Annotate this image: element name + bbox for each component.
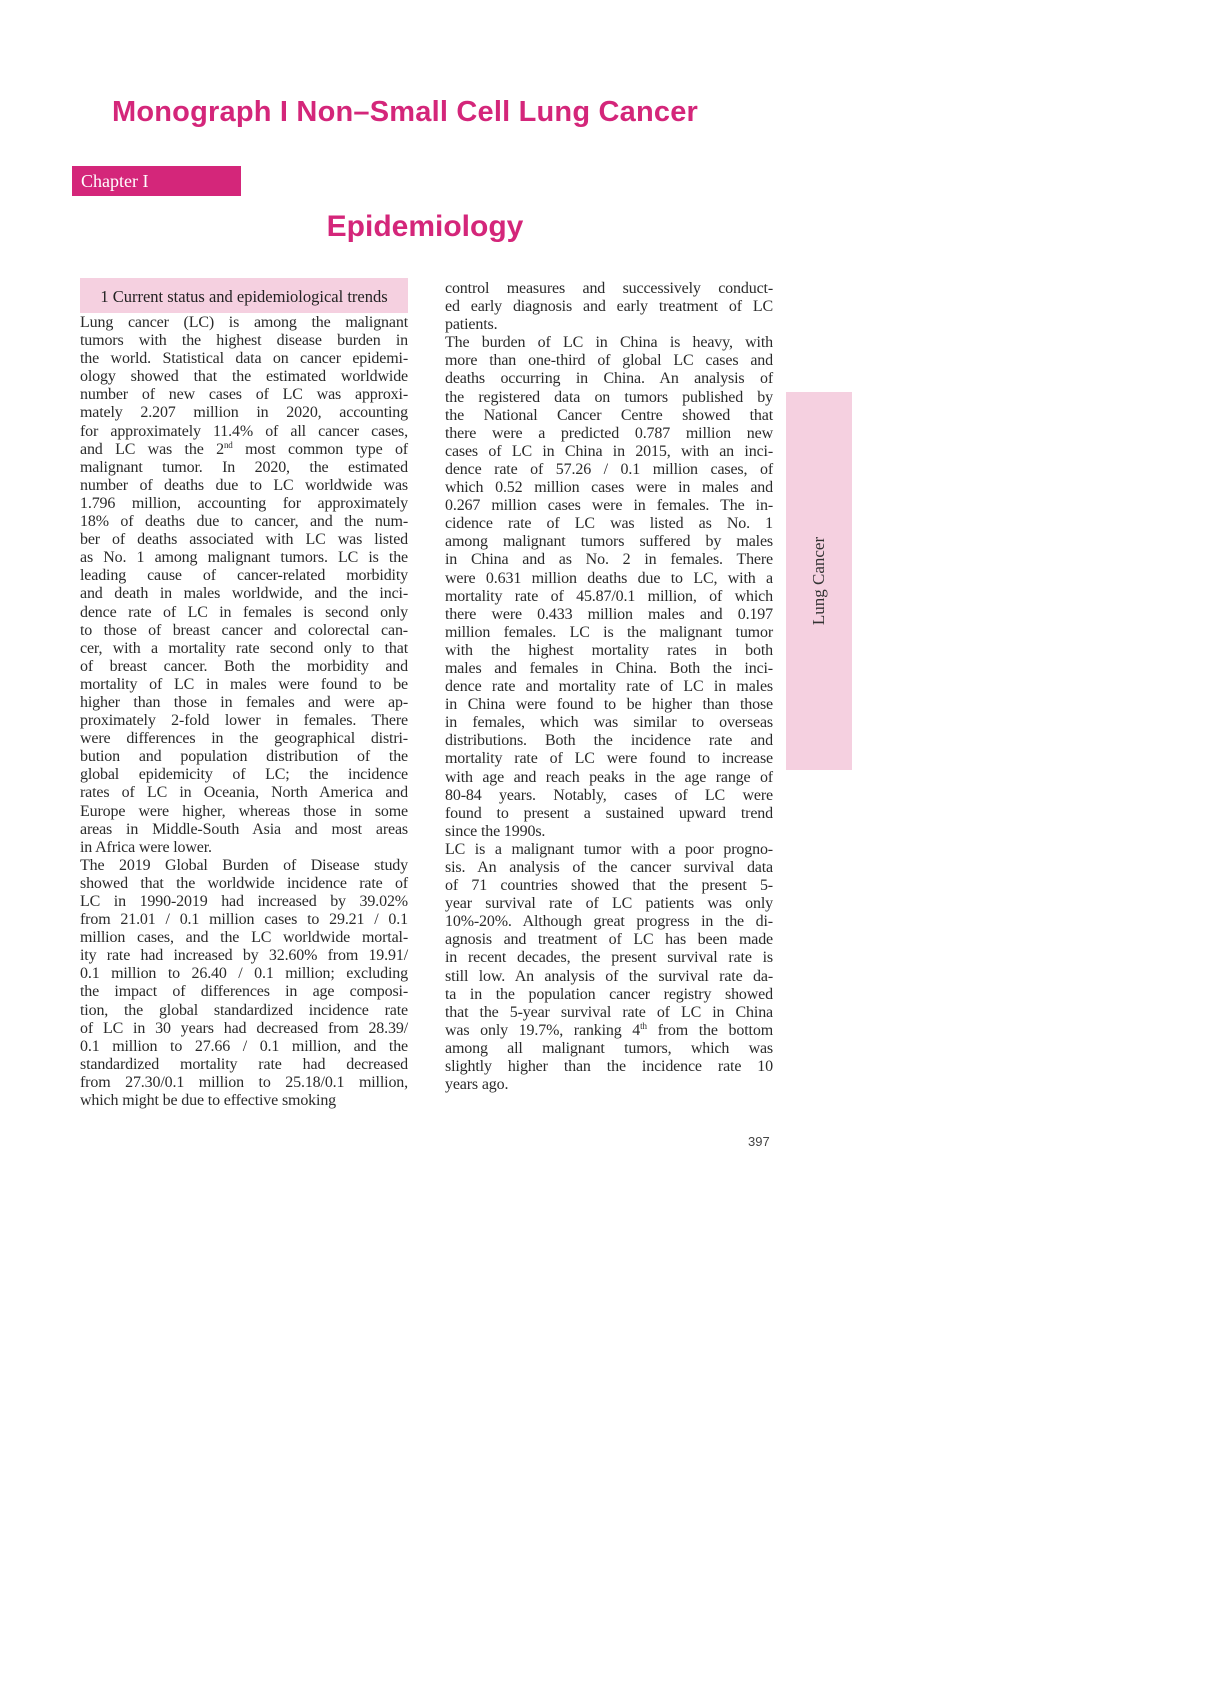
superscript: nd [223, 439, 233, 450]
text-line: cidence rate of LC was listed as No. 1 [445, 515, 773, 533]
text-line: agnosis and treatment of LC has been made [445, 931, 773, 949]
section-title: Epidemiology [326, 210, 524, 243]
text-line: The burden of LC in China is heavy, with [445, 334, 773, 352]
text-line: leading cause of cancer-related morbidity [80, 567, 408, 585]
text-line: number of new cases of LC was approxi- [80, 386, 408, 404]
text-line: areas in Middle-South Asia and most areas [80, 820, 408, 838]
text-line: mortality rate of LC were found to increase [445, 750, 773, 768]
text-line: males and females in China. Both the inci- [445, 659, 773, 677]
chapter-label: Chapter I [72, 166, 241, 196]
text-line: standardized mortality rate had decreased [80, 1055, 408, 1073]
text-line: with age and reach peaks in the age range of [445, 768, 773, 786]
text-line: LC is a malignant tumor with a poor progno- [445, 840, 773, 858]
text-line: which might be due to effective smoking [80, 1092, 337, 1110]
text-line: higher than those in females and were ap- [80, 693, 408, 711]
text-line: Lung cancer (LC) is among the malignant [80, 314, 408, 331]
text-line: to those of breast cancer and colorectal can- [80, 621, 408, 639]
text-line: LC in 1990-2019 had increased by 39.02% [80, 893, 408, 910]
text-line: dence rate and mortality rate of LC in males [445, 678, 773, 696]
text-line: which 0.52 million cases were in males and [445, 479, 773, 497]
paragraph [80, 314, 408, 857]
text-line: dence rate of 57.26 / 0.1 million cases, of [445, 460, 773, 478]
text-line: dence rate of LC in females is second only [80, 603, 408, 621]
text-line: cases of LC in China in 2015, with an inci- [445, 442, 773, 460]
text-line: deaths occurring in China. An analysis of [445, 370, 773, 388]
text-line: the National Cancer Centre showed that [445, 406, 773, 424]
text-line: tumors with the highest disease burden in [80, 332, 408, 350]
text-line: were 0.631 million deaths due to LC, with a [445, 569, 773, 587]
text-line: ology showed that the estimated worldwide [80, 368, 408, 386]
text-line: ta in the population cancer registry showed [445, 985, 773, 1003]
text-line: ber of deaths associated with LC was listed [80, 531, 408, 549]
text-line: the impact of differences in age composi- [80, 983, 408, 1001]
text-line: mortality of LC in males were found to be [80, 675, 408, 693]
text-line: patients. [445, 316, 498, 334]
paragraph [80, 857, 408, 1110]
text-line: distributions. Both the incidence rate and [445, 732, 773, 750]
text-line: 1.796 million, accounting for approximately [80, 494, 408, 512]
text-line: since the 1990s. [445, 822, 546, 840]
text-line: as No. 1 among malignant tumors. LC is the [80, 549, 408, 567]
text-line: slightly higher than the incidence rate 10 [445, 1058, 773, 1076]
text-line: of LC in 30 years had decreased from 28.39/ [80, 1019, 408, 1037]
text-line: years ago. [445, 1076, 509, 1094]
paragraph [445, 334, 773, 841]
text-line: there were 0.433 million males and 0.197 [445, 605, 773, 623]
text-line: from 21.01 / 0.1 million cases to 29.21 / 0.1 [80, 911, 408, 929]
text-line: bution and population distribution of the [80, 748, 408, 766]
side-tab-label: Lung Cancer [809, 536, 828, 626]
text-line: among malignant tumors suffered by males [445, 533, 773, 551]
text-line: ity rate had increased by 32.60% from 19.91/ [80, 947, 408, 965]
text-line: 80-84 years. Notably, cases of LC were [445, 786, 773, 804]
text-line: mately 2.207 million in 2020, accounting [80, 404, 408, 422]
text-line: proximately 2-fold lower in females. There [80, 712, 408, 730]
text-line: 0.1 million to 26.40 / 0.1 million; excluding [80, 965, 408, 983]
text-line: million cases, and the LC worldwide mortal- [80, 929, 408, 947]
text-line: cer, with a mortality rate second only to that [80, 639, 408, 657]
text-line: with the highest mortality rates in both [445, 641, 773, 659]
text-line: among all malignant tumors, which was [445, 1039, 773, 1057]
text-column-right [445, 280, 773, 1094]
text-line: rates of LC in Oceania, North America and [80, 784, 408, 802]
text-line: that the 5-year survival rate of LC in China [445, 1003, 773, 1021]
text-line: were differences in the geographical distri- [80, 730, 408, 748]
book-title: Monograph I Non–Small Cell Lung Cancer [112, 96, 699, 128]
text-line: number of deaths due to LC worldwide was [80, 476, 408, 494]
text-line: Europe were higher, whereas those in some [80, 802, 408, 820]
text-line: global epidemicity of LC; the incidence [80, 766, 408, 784]
superscript: th [640, 1020, 647, 1031]
subsection-heading: 1 Current status and epidemiological trends [80, 278, 408, 313]
text-line: in females, which was similar to overseas [445, 714, 773, 732]
text-line: in China and as No. 2 in females. There [445, 551, 773, 569]
text-line: year survival rate of LC patients was only [445, 895, 773, 913]
text-line: found to present a sustained upward trend [445, 804, 773, 822]
text-column-left [80, 314, 408, 1110]
paragraph [445, 280, 773, 334]
text-line: showed that the worldwide incidence rate of [80, 874, 408, 892]
text-line: tion, the global standardized incidence rate [80, 1001, 408, 1019]
text-line: control measures and successively conduct- [445, 280, 773, 297]
text-line: more than one-third of global LC cases and [445, 352, 773, 370]
text-line: 10%-20%. Although great progress in the di- [445, 913, 773, 931]
text-line: in China were found to be higher than those [445, 696, 773, 714]
text-line: still low. An analysis of the survival rate da- [445, 967, 773, 985]
page-number: 397 [748, 1134, 770, 1149]
text-line: 0.1 million to 27.66 / 0.1 million, and the [80, 1037, 408, 1055]
text-line: in Africa were lower. [80, 838, 212, 856]
text-line: there were a predicted 0.787 million new [445, 424, 773, 442]
text-line: and death in males worldwide, and the inci- [80, 585, 408, 603]
text-line: malignant tumor. In 2020, the estimated [80, 458, 408, 476]
text-line: in recent decades, the present survival rate is [445, 949, 773, 967]
text-line: sis. An analysis of the cancer survival data [445, 859, 773, 876]
text-line: The 2019 Global Burden of Disease study [80, 856, 408, 874]
text-line: the registered data on tumors published by [445, 388, 773, 406]
text-line: from 27.30/0.1 million to 25.18/0.1 million, [80, 1073, 408, 1091]
text-line: of 71 countries showed that the present 5- [445, 877, 773, 895]
text-line: and LC was the 2nd most common type of [80, 439, 408, 458]
text-line: ed early diagnosis and early treatment of LC [445, 298, 773, 316]
text-line: 18% of deaths due to cancer, and the num- [80, 513, 408, 531]
side-tab [786, 392, 852, 770]
paragraph [445, 841, 773, 1094]
text-line: 0.267 million cases were in females. The in- [445, 497, 773, 515]
text-line: of breast cancer. Both the morbidity and [80, 657, 408, 675]
text-line: the world. Statistical data on cancer epidemi- [80, 350, 408, 368]
text-line: for approximately 11.4% of all cancer cases, [80, 422, 408, 440]
text-line: million females. LC is the malignant tumor [445, 623, 773, 641]
text-line: was only 19.7%, ranking 4th from the bottom [445, 1020, 773, 1039]
text-line: mortality rate of 45.87/0.1 million, of which [445, 587, 773, 605]
